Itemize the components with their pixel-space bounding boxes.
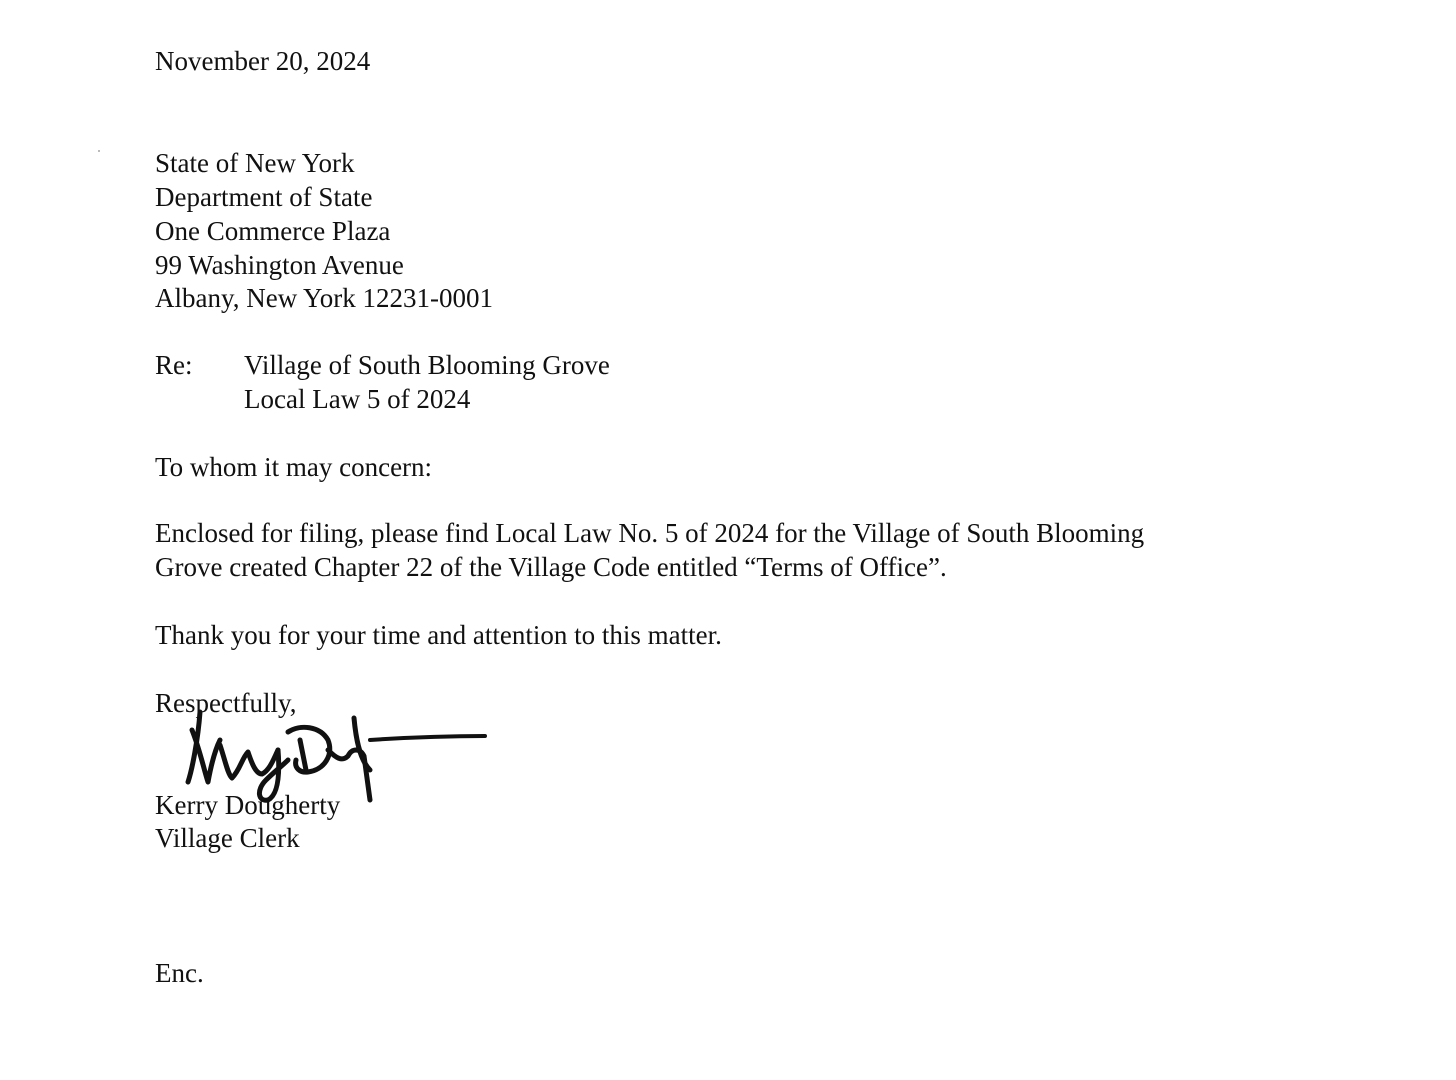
re-label: Re:: [155, 350, 193, 380]
re-line-2: Local Law 5 of 2024: [244, 384, 471, 414]
letter-date: November 20, 2024: [155, 46, 371, 76]
signer-title: Village Clerk: [155, 823, 300, 853]
body-line-1: Enclosed for filing, please find Local Law No. 5 of 2024 for the Village of South Blooming: [155, 518, 1145, 548]
recipient-line-2: Department of State: [155, 182, 373, 212]
recipient-line-3: One Commerce Plaza: [155, 216, 391, 246]
signer-name: Kerry Dougherty: [155, 790, 341, 820]
recipient-line-1: State of New York: [155, 148, 355, 178]
body-line-2: Grove created Chapter 22 of the Village Code entitled “Terms of Office”.: [155, 552, 947, 582]
closing: Respectfully,: [155, 688, 297, 718]
scan-speck: [98, 150, 100, 152]
recipient-line-4: 99 Washington Avenue: [155, 250, 404, 280]
re-line-1: Village of South Blooming Grove: [244, 350, 610, 380]
thanks-line: Thank you for your time and attention to this matter.: [155, 620, 722, 650]
enclosure-note: Enc.: [155, 958, 204, 988]
salutation: To whom it may concern:: [155, 452, 433, 482]
recipient-line-5: Albany, New York 12231-0001: [155, 283, 493, 313]
